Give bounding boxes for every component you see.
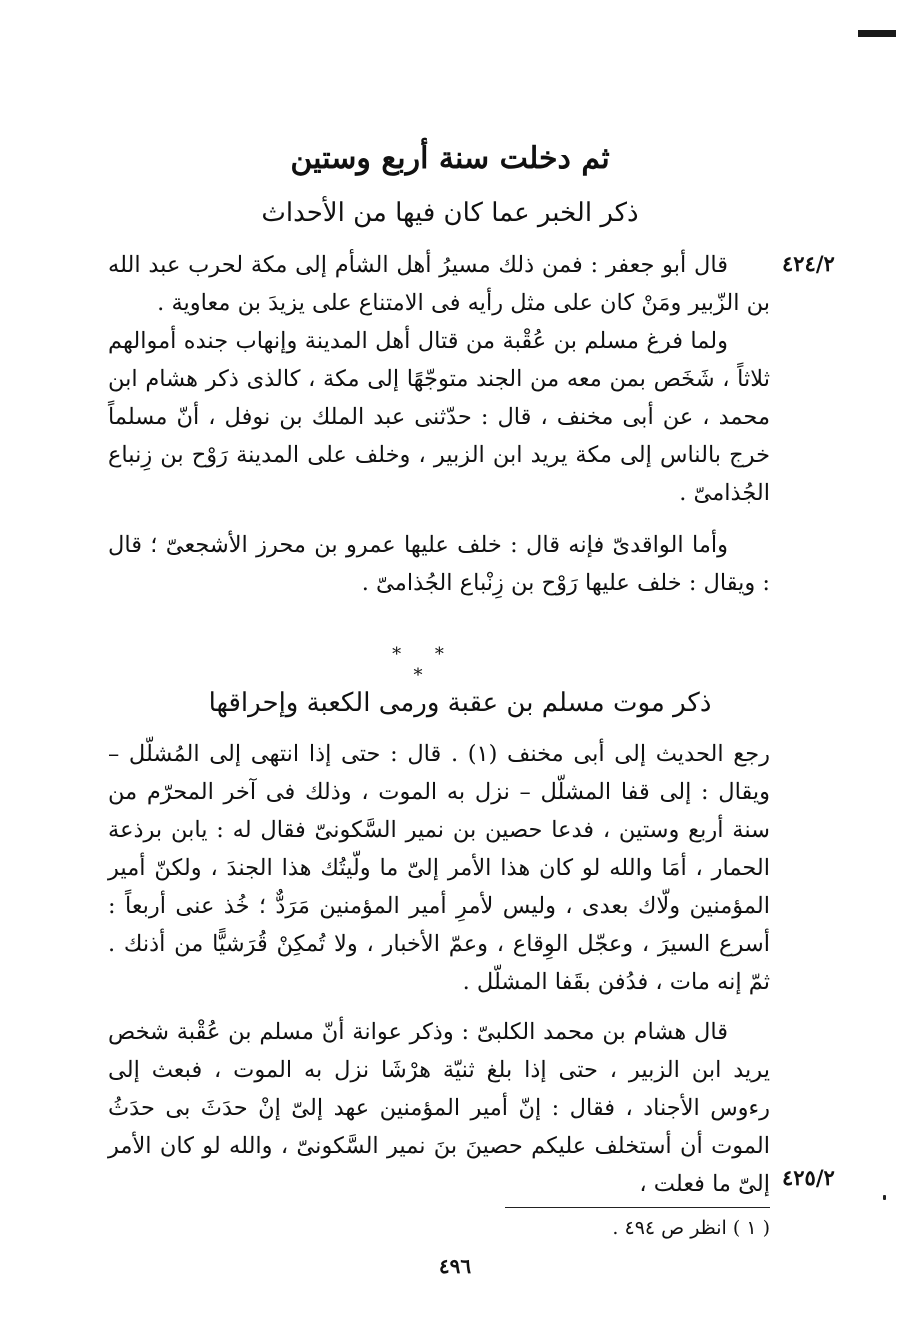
footnote: ( ١ ) انظر ص ٤٩٤ . (612, 1217, 770, 1239)
paragraph-4: رجع الحديث إلى أبى مخنف (١) . قال : حتى إذا انتهى إلى المُشلّل – ويقال : إلى قفا المشلّل – نزل به الموت ، وذلك فى آخر المحرّم من سنة أربع وستين ، فدعا حصين بن نمير السَّكونىّ فقال له : يابن برذعة الحمار ، أمَا والله لو كان هذا الأمر إلىّ ما ولّيتُك هذا الجندَ ، ولكنّ أمير المؤمنين ولّاك بعدى ، وليس لأمرِ أمير المؤمنين مَرَدٌّ ؛ خُذ عنى أربعاً : أسرع السيرَ ، وعجّل الوِقاع ، وعمّ الأخبار ، ولا تُمكِنْ قُرَشيًّا من أذنك . ثمّ إنه مات ، فدُفن بقَفا المشلّل . (108, 741, 770, 995)
paragraph-1: قال أبو جعفر : فمن ذلك مسيرُ أهل الشأم إلى مكة لحرب عبد الله بن الزّبير ومَنْ كان على مثل رأيه فى الامتناع على يزيدَ بن معاوية . (108, 252, 770, 316)
margin-reference-1: ٤٢٤/٢ (782, 251, 835, 276)
section-subtitle: ذكر الخبر عما كان فيها من الأحداث (261, 198, 639, 228)
page-title: ثم دخلت سنة أربع وستين (290, 141, 610, 176)
section-heading: ذكر موت مسلم بن عقبة ورمى الكعبة وإحراقها (208, 688, 712, 718)
page-number: ٤٩٦ (438, 1254, 472, 1278)
text-block-1 (108, 246, 770, 602)
section-separator: * * * (392, 644, 458, 686)
footnote-divider (505, 1207, 770, 1208)
corner-bar-mark (858, 30, 896, 37)
paragraph-2: ولما فرغ مسلم بن عُقْبة من قتال أهل المدينة وإنهاب جنده أموالهم ثلاثاً ، شَخَص بمن معه من الجند متوجّهًا إلى مكة ، كالذى ذكر هشام ابن محمد ، عن أبى مخنف ، قال : حدّثنى عبد الملك بن نوفل ، أنّ مسلماً خرج بالناس إلى مكة يريد ابن الزبير ، وخلف على المدينة رَوْح بن زِنباع الجُذامىّ . (108, 328, 770, 506)
paragraph-5: قال هشام بن محمد الكلبىّ : وذكر عوانة أنّ مسلم بن عُقْبة شخص يريد ابن الزبير ، حتى إذا بلغ ثنيّة هرْشَا نزل به الموت ، فبعث إلى رءوس الأجناد ، فقال : إنّ أمير المؤمنين عهد إلىّ إنْ حدَثَ بى حدَثُ الموت أن أستخلف عليكم حصينَ بنَ نمير السَّكونىّ ، والله لو كان الأمر إلىّ ما فعلت ، (108, 1019, 770, 1197)
text-block-2 (108, 735, 770, 1203)
margin-dot-mark (883, 1195, 886, 1200)
paragraph-3: وأما الواقدىّ فإنه قال : خلف عليها عمرو بن محرز الأشجعىّ ؛ قال : ويقال : خلف عليها رَوْح بن زِنْباع الجُذامىّ . (108, 532, 770, 596)
margin-reference-2: ٤٢٥/٢ (782, 1165, 835, 1190)
